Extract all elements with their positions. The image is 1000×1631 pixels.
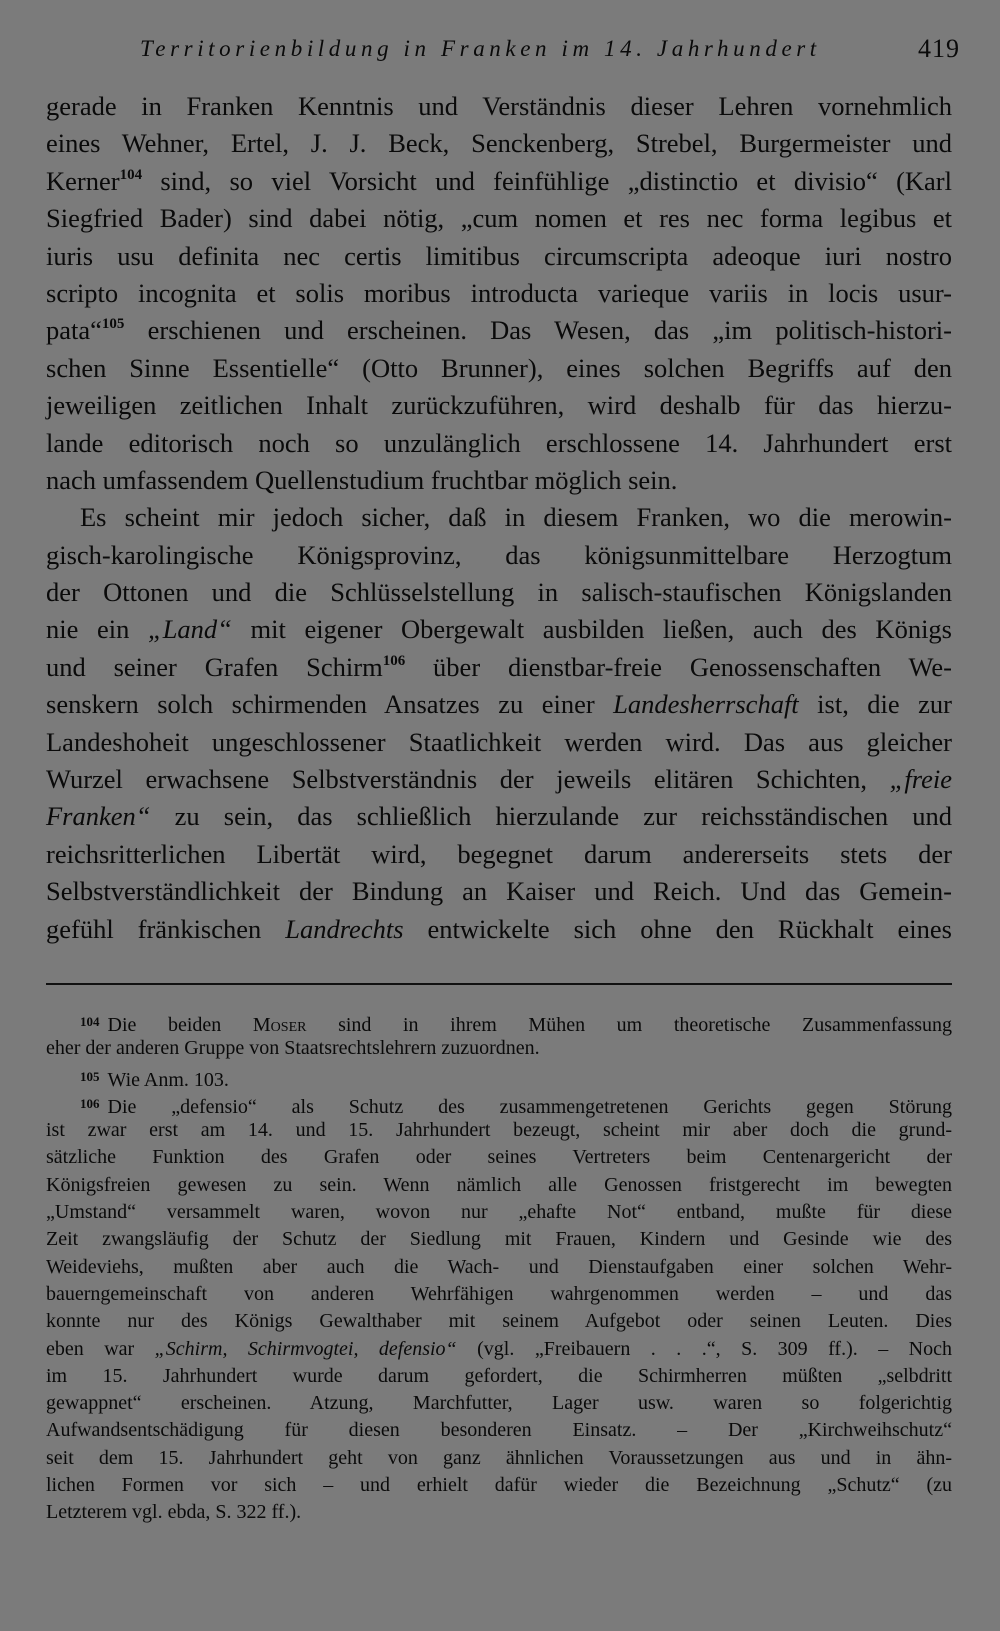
footnote-line: eher der anderen Gruppe von Staatsrechtslehrern zuzuordnen. — [46, 1037, 540, 1060]
text-line: gefühl fränkischen Landrechts entwickelte sich ohne den Rückhalt eines — [46, 913, 952, 944]
text-line: schen Sinne Essentielle“ (Otto Brunner), eines solchen Begriffs auf den — [46, 352, 952, 383]
footnotes — [46, 1008, 952, 1527]
text-line: und seiner Grafen Schirm$^{106}$ über dienstbar-freie Genossenschaften We- — [46, 651, 952, 682]
footnote-number: 105 — [80, 1068, 100, 1084]
footnote-reference: 106 — [382, 652, 406, 669]
footnote-rule — [46, 983, 952, 985]
text-line: gerade in Franken Kenntnis und Verständnis dieser Lehren vornehmlich — [46, 91, 952, 121]
footnote-line: $^{104}$ Die beiden Moser sind in ihrem Mühen um theoretische Zusammenfassung — [80, 1014, 953, 1036]
text-line: Selbstverständlichkeit der Bindung an Kaiser und Reich. Und das Gemein- — [46, 876, 952, 907]
footnote-line: im 15. Jahrhundert wurde darum gefordert, die Schirmherren müßten „selbdritt — [46, 1364, 952, 1387]
text-line: Landeshoheit ungeschlossener Staatlichkeit werden wird. Das aus gleicher — [46, 726, 952, 757]
footnote-line: seit dem 15. Jahrhundert geht von ganz ähnlichen Voraussetzungen aus und in ähn- — [46, 1446, 952, 1469]
running-title: Territorienbildung in Franken im 14. Jahrhundert — [140, 36, 821, 61]
footnote-line: konnte nur des Königs Gewalthaber mit seinem Aufgebot oder seinen Leuten. Dies — [46, 1310, 952, 1333]
text-line: Es scheint mir jedoch sicher, daß in diesem Franken, wo die merowin- — [80, 502, 952, 533]
footnote-line: lichen Formen vor sich – und erhielt dafür wieder die Bezeichnung „Schutz“ (zu — [46, 1474, 952, 1497]
text-line: nach umfassendem Quellenstudium fruchtbar möglich sein. — [46, 464, 678, 495]
text-line: jeweiligen zeitlichen Inhalt zurückzuführen, wird deshalb für das hierzu- — [46, 390, 952, 421]
italic-text: „freie — [889, 764, 952, 795]
text-line: lande editorisch noch so unzulänglich erschlossene 14. Jahrhundert erst — [46, 427, 952, 458]
italic-text: „Schirm, Schirmvogtei, defensio“ — [154, 1337, 457, 1360]
footnote-line: Aufwandsentschädigung für diesen besonderen Einsatz. – Der „Kirchweihschutz“ — [46, 1419, 952, 1442]
text-line: nie ein „Land“ mit eigener Obergewalt ausbilden ließen, auch des Königs — [46, 614, 952, 645]
text-line: der Ottonen und die Schlüsselstellung in salisch-staufischen Königslanden — [46, 577, 952, 608]
footnote-line: Zeit zwangsläufig der Schutz der Siedlung mit Frauen, Kindern und Gesinde wie des — [46, 1228, 952, 1251]
footnote-line: ist zwar erst am 14. und 15. Jahrhundert bezeugt, scheint mir aber doch die grund- — [46, 1119, 952, 1142]
footnote-number: 104 — [80, 1014, 100, 1029]
text-line: Kerner$^{104}$ sind, so viel Vorsicht und feinfühlige „distinctio et divisio“ (Karl — [46, 165, 952, 196]
text-line: scripto incognita et solis moribus introducta varieque variis in locis usur- — [46, 277, 952, 308]
text-line: Siegfried Bader) sind dabei nötig, „cum nomen et res nec forma legibus et — [46, 203, 952, 234]
text-line: Franken“ zu sein, das schließlich hierzulande zur reichsständischen und — [46, 801, 952, 832]
footnote-number: 106 — [80, 1095, 100, 1111]
footnote-line: sätzliche Funktion des Grafen oder seines Vertreters beim Centenargericht der — [46, 1146, 952, 1169]
text-line: iuris usu definita nec certis limitibus circumscripta adeoque iuri nostro — [46, 240, 952, 271]
italic-text: Landesherrschaft — [613, 689, 799, 720]
page-number: 419 — [918, 34, 960, 63]
text-line: reichsritterlichen Libertät wird, begegnet darum andererseits stets der — [46, 838, 952, 869]
footnote-reference: 105 — [101, 316, 125, 333]
footnote-line: Weideviehs, mußten aber auch die Wach- und Dienstaufgaben einer solchen Wehr- — [46, 1255, 952, 1278]
footnote-line: eben war „Schirm, Schirmvogtei, defensio“ (vgl. „Freibauern . . .“, S. 309 ff.). – Noch — [46, 1337, 952, 1360]
text-line: Wurzel erwachsene Selbstverständnis der jeweils elitären Schichten, „freie — [46, 764, 952, 795]
text-line: senskern solch schirmenden Ansatzes zu einer Landesherrschaft ist, die zur — [46, 689, 953, 720]
footnote-line: bauerngemeinschaft von anderen Wehrfähigen wahrgenommen werden – und das — [46, 1282, 952, 1305]
footnote-line: gewappnet“ erscheinen. Atzung, Marchfutter, Lager usw. waren so folgerichtig — [46, 1392, 952, 1415]
running-head — [140, 30, 960, 70]
italic-text: Franken“ — [46, 801, 151, 832]
small-caps-text: Moser — [252, 1014, 307, 1036]
italic-text: „Land“ — [147, 614, 232, 645]
footnote-line: Letzterem vgl. ebda, S. 322 ff.). — [46, 1501, 302, 1524]
text-line: eines Wehner, Ertel, J. J. Beck, Senckenberg, Strebel, Burgermeister und — [46, 128, 952, 159]
text-line: gisch-karolingische Königsprovinz, das königsunmittelbare Herzogtum — [46, 539, 952, 570]
text-line: pata“$^{105}$ erschienen und erscheinen. Das Wesen, das „im politisch-histori- — [46, 315, 952, 346]
footnote-line: $^{106}$ Die „defensio“ als Schutz des zusammengetretenen Gerichts gegen Störung — [80, 1095, 952, 1118]
footnote-line: $^{105}$ Wie Anm. 103. — [80, 1068, 229, 1091]
main-text — [46, 88, 952, 948]
italic-text: Landrechts — [285, 913, 404, 944]
footnote-line: Königsfreien gewesen zu sein. Wenn nämlich alle Genossen fristgerecht im bewegten — [46, 1173, 952, 1196]
footnote-line: „Umstand“ versammelt waren, wovon nur „ehafte Not“ entband, mußte für diese — [46, 1201, 952, 1224]
footnote-reference: 104 — [119, 166, 143, 183]
